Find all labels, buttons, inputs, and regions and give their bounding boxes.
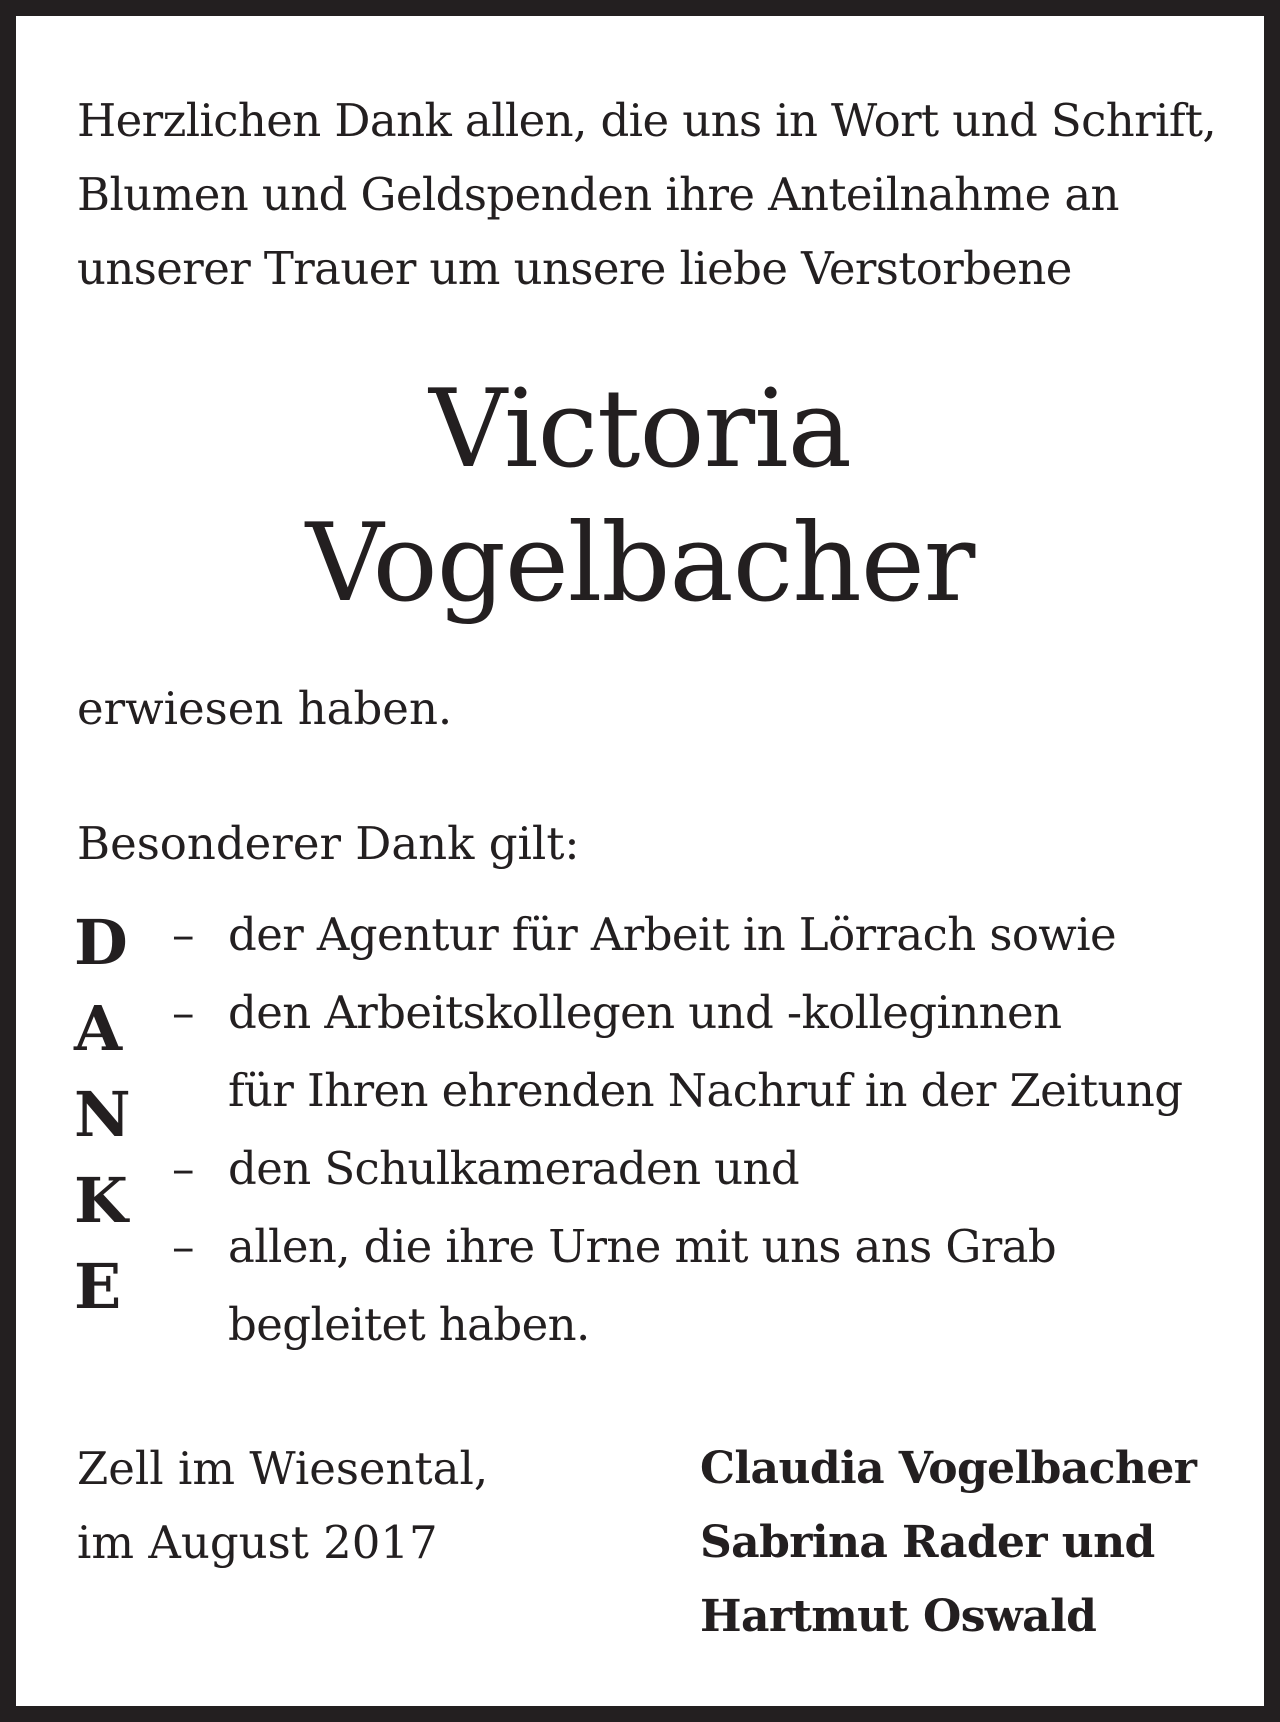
thanks-heading: Besonderer Dank gilt: xyxy=(77,817,580,870)
thanks-item-1-line-1: der Agentur für Arbeit in Lörrach sowie xyxy=(228,908,1117,961)
intro-line-1: Herzlichen Dank allen, die uns in Wort und Schrift, xyxy=(77,94,1217,147)
intro-paragraph xyxy=(77,84,1216,306)
danke-letter: K xyxy=(74,1164,128,1237)
list-dash: – xyxy=(172,986,195,1039)
list-dash: – xyxy=(172,1220,195,1273)
thanks-item-2-line-2: für Ihren ehrenden Nachruf in der Zeitung xyxy=(228,1064,1183,1117)
danke-acrostic xyxy=(74,900,134,1330)
deceased-first-name: Victoria xyxy=(428,367,852,492)
deceased-last-name: Vogelbacher xyxy=(305,501,975,626)
intro-line-3: unserer Trauer um unsere liebe Verstorbene xyxy=(77,242,1072,295)
intro-line-2: Blumen und Geldspenden ihre Anteilnahme an xyxy=(77,168,1119,221)
place: Zell im Wiesental, xyxy=(77,1442,489,1495)
signer-3: Hartmut Oswald xyxy=(700,1591,1097,1642)
danke-letter: N xyxy=(74,1078,131,1151)
thanks-item-2-line-1: den Arbeitskollegen und -kolleginnen xyxy=(228,986,1062,1039)
closing-phrase: erwiesen haben. xyxy=(77,682,453,735)
danke-letter: E xyxy=(74,1250,122,1323)
list-dash: – xyxy=(172,1142,195,1195)
danke-letter: D xyxy=(74,906,128,979)
list-dash: – xyxy=(172,908,195,961)
date: im August 2017 xyxy=(77,1516,438,1569)
signer-2: Sabrina Rader und xyxy=(700,1517,1155,1568)
danke-letter: A xyxy=(74,992,123,1065)
signer-1: Claudia Vogelbacher xyxy=(700,1443,1197,1494)
thanks-item-4-line-2: begleitet haben. xyxy=(228,1298,590,1351)
thanks-item-4-line-1: allen, die ihre Urne mit uns ans Grab xyxy=(228,1220,1057,1273)
thanks-item-3-line-1: den Schulkameraden und xyxy=(228,1142,800,1195)
